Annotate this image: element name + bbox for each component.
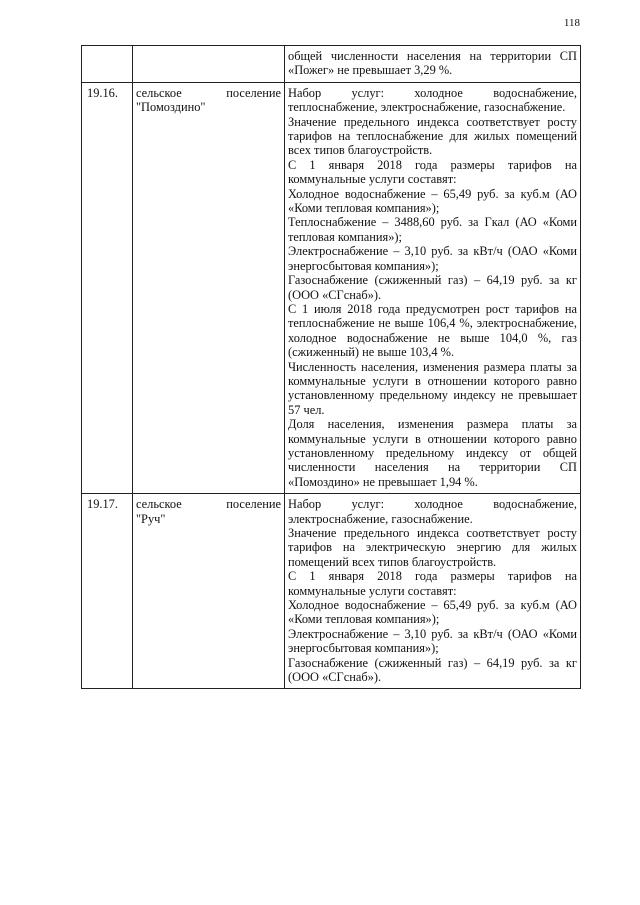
description-paragraph: С 1 июля 2018 года предусмотрен рост тарифов на теплоснабжение не выше 106,4 %, электроснабжение, холодное водоснабжение не выше 104,0 %, газ (сжиженный) не выше 103,4 %. [288, 301, 577, 360]
settlement-type-word: поселение [226, 497, 281, 512]
settlement-type-word: сельское [136, 497, 182, 512]
description-paragraph: Значение предельного индекса соответствует росту тарифов на теплоснабжение для жилых помещений всех типов благоустройств. [288, 114, 577, 158]
settlement-type [136, 497, 281, 511]
settlement-name-cell [133, 46, 285, 83]
description-paragraph: Теплоснабжение – 3488,60 руб. за Гкал (АО «Коми тепловая компания»); [288, 215, 577, 244]
description-paragraph: Газоснабжение (сжиженный газ) – 64,19 руб. за кг (ООО «СГснаб»). [288, 273, 577, 302]
description-paragraph: Набор услуг: холодное водоснабжение, электроснабжение, газоснабжение. [288, 497, 577, 526]
description-paragraph: С 1 января 2018 года размеры тарифов на коммунальные услуги составят: [288, 569, 577, 598]
page-number: 118 [563, 17, 580, 29]
settlement-type [136, 86, 281, 100]
description-paragraph: Газоснабжение (сжиженный газ) – 64,19 руб. за кг (ООО «СГснаб»). [288, 655, 577, 685]
table-row [82, 46, 581, 83]
settlement-name-cell [133, 82, 285, 493]
description-paragraph: Электроснабжение – 3,10 руб. за кВт/ч (ОАО «Коми энергосбытовая компания»); [288, 626, 577, 656]
tariff-table [81, 45, 581, 689]
description-paragraph: Значение предельного индекса соответствует росту тарифов на электрическую энергию для жилых помещений всех типов благоустройств. [288, 526, 577, 569]
table-row [82, 494, 581, 689]
table-row [82, 82, 581, 493]
description-paragraph: Холодное водоснабжение – 65,49 руб. за куб.м (АО «Коми тепловая компания»); [288, 598, 577, 627]
description-cell [285, 46, 581, 83]
description-paragraph: Набор услуг: холодное водоснабжение, теплоснабжение, электроснабжение, газоснабжение. [288, 85, 577, 115]
settlement-name: "Руч" [136, 511, 166, 526]
description-paragraph: Холодное водоснабжение – 65,49 руб. за куб.м (АО «Коми тепловая компания»); [288, 186, 577, 216]
description-paragraph: общей численности населения на территории СП «Пожег» не превышает 3,29 %. [288, 49, 577, 78]
settlement-type-word: поселение [226, 85, 281, 100]
description-paragraph: Электроснабжение – 3,10 руб. за кВт/ч (ОАО «Коми энергосбытовая компания»); [288, 244, 577, 273]
row-number-cell [82, 46, 133, 83]
settlement-name: "Помоздино" [136, 100, 206, 115]
settlement-type-word: сельское [136, 85, 182, 100]
description-paragraph: С 1 января 2018 года размеры тарифов на коммунальные услуги составят: [288, 157, 577, 187]
description-paragraph: Доля населения, изменения размера платы за коммунальные услуги в отношении которого равно установленному предельному индексу от общей численности населения на территории СП «Помоздино» не превышает 1,94 %. [288, 417, 577, 489]
description-cell [285, 82, 581, 493]
row-number-cell: 19.17. [82, 494, 133, 689]
description-paragraph: Численность населения, изменения размера платы за коммунальные услуги в отношении которого равно установленному предельному индексу не превышает 57 чел. [288, 359, 577, 417]
settlement-name-cell [133, 494, 285, 689]
description-cell [285, 494, 581, 689]
row-number-cell: 19.16. [82, 82, 133, 493]
